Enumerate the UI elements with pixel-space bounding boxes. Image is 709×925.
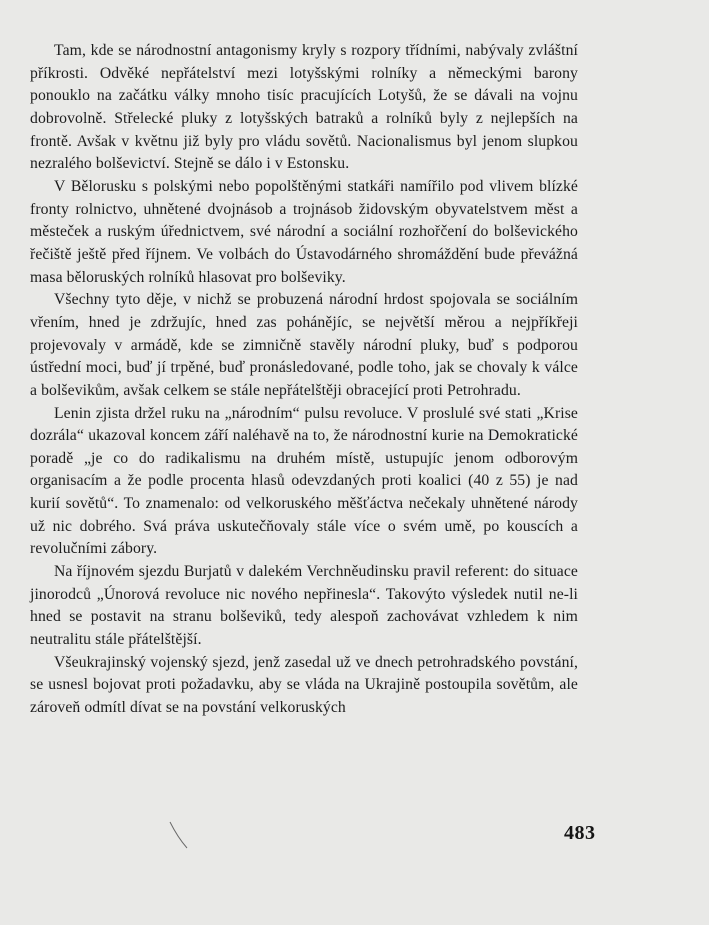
paragraph-2: V Bělorusku s polskými nebo popolštěnými statkáři namířilo pod vlivem blízké fronty rolnictvo, uhnětené dvojnásob a trojnásob židovským obyvatelstvem měst a městeček a ruským úřednictvem, své národní a sociální rozhořčení do bolševického řečiště ještě před říjnem. Ve volbách do Ústavodárného shromáždění bude převážná masa běloruských rolníků hlasovat pro bolševiky. [30,177,578,286]
paragraph-3: Všechny tyto děje, v nichž se probuzená národní hrdost spojovala se sociálním vřením, hned je zdržujíc, hned zas pohánějíc, se největší měrou a nejpříkřeji projevovaly v armádě, kde se zimničně stavěly národní pluky, buď s podporou ústřední moci, buď jí trpěné, buď pronásledované, podle toho, jak se chovaly k válce a bolševikům, avšak celkem se stále nepřátelštěji obracející proti Petrohradu. [30,291,578,399]
paragraph-5: Na říjnovém sjezdu Burjatů v dalekém Verchněudinsku pravil referent: do situace jinorodců „Únorová revoluce nic nového nepřinesla“. Takovýto výsledek nutil ne-li hned se postavit na stranu bolševiků, tedy alespoň zachovávat vzhledem k nim neutralitu stále přátelštější. [30,563,578,649]
paragraph-1: Tam, kde se národnostní antagonismy kryly s rozpory třídními, nabývaly zvláštní příkrosti. Odvěké nepřátelství mezi lotyšskými rolníky a německými barony ponouklo na začátku války mnoho tisíc pracujících Lotyšů, že se dávali na vojnu dobrovolně. Střelecké pluky z lotyšských batraků a rolníků byly z nejlepších na frontě. Avšak v květnu již byly pro vládu sovětů. Nacionalismus byl jenom slupkou nezralého bolševictví. Stejně se dálo i v Estonsku. [30,42,578,173]
pencil-mark [168,820,190,850]
paragraph-4: Lenin zjista držel ruku na „národním“ pulsu revoluce. V proslulé své stati „Krise dozrála“ ukazoval koncem září naléhavě na to, že národnostní kurie na Demokratické poradě „je co do radikalismu na druhém místě, ustupujíc jenom odborovým organisacím a že podle procenta hlasů odevzdaných proti koalici (40 z 55) je nad kurií sovětů“. To znamenalo: od velkoruského měšťáctva nečekaly uhnětené národy už nic dobrého. Svá práva uskutečňovaly stále více o svém umě, po kouscích a revolučními zábory. [30,404,578,558]
body-text [30,40,578,720]
paragraph-6: Všeukrajinský vojenský sjezd, jenž zasedal už ve dnech petrohradského povstání, se usnesl bojovat proti požadavku, aby se vláda na Ukrajině postoupila sovětům, ale zároveň odmítl dívat se na povstání velkoruských [30,653,578,717]
page-number: 483 [564,822,596,844]
